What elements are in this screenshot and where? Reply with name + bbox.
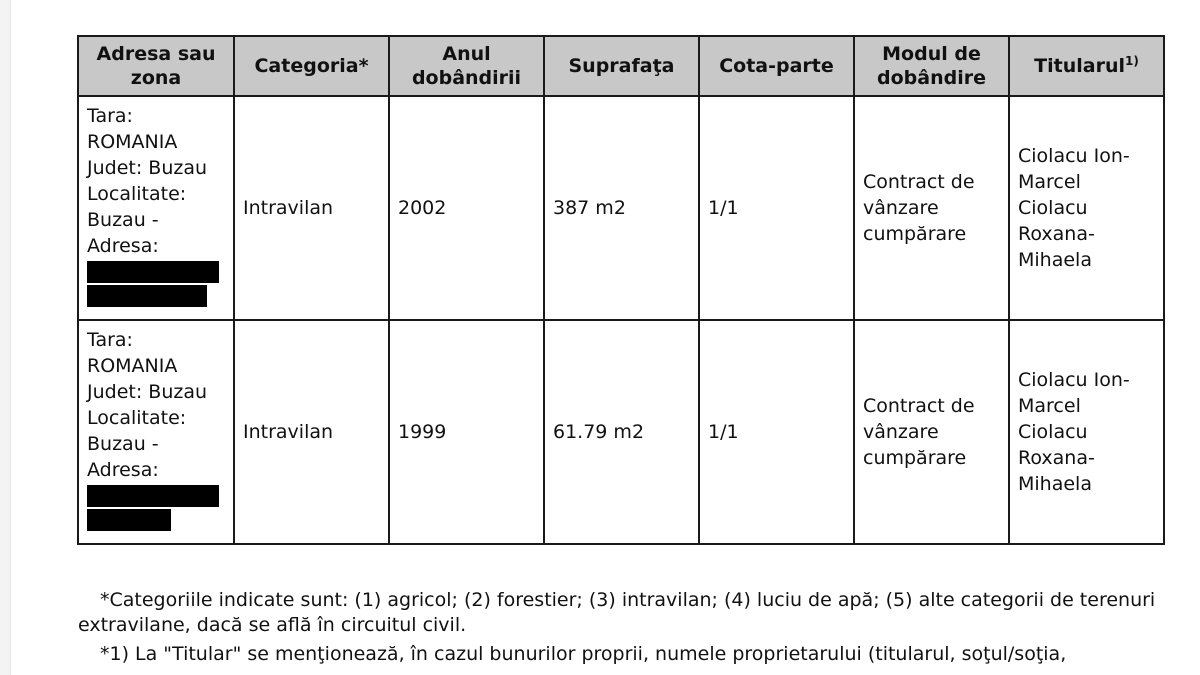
header-titular-label: Titularul bbox=[1034, 55, 1125, 77]
modul-line: vânzare bbox=[863, 197, 939, 219]
address-line: Judet: Buzau bbox=[87, 381, 208, 403]
cota-cell: 1/1 bbox=[699, 320, 854, 544]
header-suprafata: Suprafaţa bbox=[544, 36, 699, 96]
address-cell bbox=[78, 96, 234, 320]
titular-line: Mihaela bbox=[1018, 473, 1092, 495]
modul-line: Contract de bbox=[863, 395, 975, 417]
titular-line: Roxana- bbox=[1018, 223, 1095, 245]
anul-cell: 1999 bbox=[389, 320, 544, 544]
titular-line: Marcel bbox=[1018, 171, 1081, 193]
modul-line: cumpărare bbox=[863, 447, 967, 469]
header-categoria: Categoria* bbox=[234, 36, 389, 96]
suprafata-cell: 61.79 m2 bbox=[544, 320, 699, 544]
titular-line: Ciolacu bbox=[1018, 421, 1088, 443]
header-titular bbox=[1009, 36, 1164, 96]
address-line: Judet: Buzau bbox=[87, 157, 208, 179]
modul-line: vânzare bbox=[863, 421, 939, 443]
titular-line: Ciolacu bbox=[1018, 197, 1088, 219]
modul-line: cumpărare bbox=[863, 223, 967, 245]
address-cell bbox=[78, 320, 234, 544]
redaction-block bbox=[87, 285, 207, 307]
titular-line: Ciolacu Ion- bbox=[1018, 145, 1130, 167]
header-adresa: Adresa sau zona bbox=[78, 36, 234, 96]
anul-cell: 2002 bbox=[389, 96, 544, 320]
table-header-row bbox=[78, 36, 1164, 96]
titular-cell bbox=[1009, 96, 1164, 320]
modul-line: Contract de bbox=[863, 171, 975, 193]
footnotes bbox=[78, 588, 1163, 671]
categoria-cell: Intravilan bbox=[234, 96, 389, 320]
titular-line: Ciolacu Ion- bbox=[1018, 369, 1130, 391]
land-assets-table bbox=[77, 35, 1165, 545]
address-line: ROMANIA bbox=[87, 355, 178, 377]
address-line: ROMANIA bbox=[87, 131, 178, 153]
titular-cell bbox=[1009, 320, 1164, 544]
address-line: Tara: bbox=[87, 329, 133, 351]
address-line: Localitate: bbox=[87, 407, 187, 429]
address-line: Adresa: bbox=[87, 459, 159, 481]
address-line: Buzau - bbox=[87, 433, 159, 455]
footnote-titular: *1) La "Titular" se menţionează, în cazul bunurilor proprii, numele proprietarului (titularul, soţul/soţia, bbox=[100, 643, 1067, 665]
footnote-mark: 1) bbox=[1124, 54, 1139, 68]
redaction-block bbox=[87, 509, 171, 531]
address-line: Adresa: bbox=[87, 235, 159, 257]
table-row bbox=[78, 320, 1164, 544]
address-line: Buzau - bbox=[87, 209, 159, 231]
modul-cell bbox=[854, 320, 1009, 544]
titular-line: Mihaela bbox=[1018, 249, 1092, 271]
address-line: Localitate: bbox=[87, 183, 187, 205]
table-row bbox=[78, 96, 1164, 320]
titular-line: Marcel bbox=[1018, 395, 1081, 417]
address-line: Tara: bbox=[87, 105, 133, 127]
footnote-categorii: *Categoriile indicate sunt: (1) agricol; (2) forestier; (3) intravilan; (4) luciu de apă; (5) alte categorii de terenuri extravilane, dacă se află în circuitul civil. bbox=[78, 589, 1156, 636]
header-anul: Anul dobândirii bbox=[389, 36, 544, 96]
header-modul: Modul de dobândire bbox=[854, 36, 1009, 96]
categoria-cell: Intravilan bbox=[234, 320, 389, 544]
titular-line: Roxana- bbox=[1018, 447, 1095, 469]
redaction-block bbox=[87, 485, 219, 507]
header-cota: Cota-parte bbox=[699, 36, 854, 96]
suprafata-cell: 387 m2 bbox=[544, 96, 699, 320]
modul-cell bbox=[854, 96, 1009, 320]
redaction-block bbox=[87, 261, 219, 283]
cota-cell: 1/1 bbox=[699, 96, 854, 320]
